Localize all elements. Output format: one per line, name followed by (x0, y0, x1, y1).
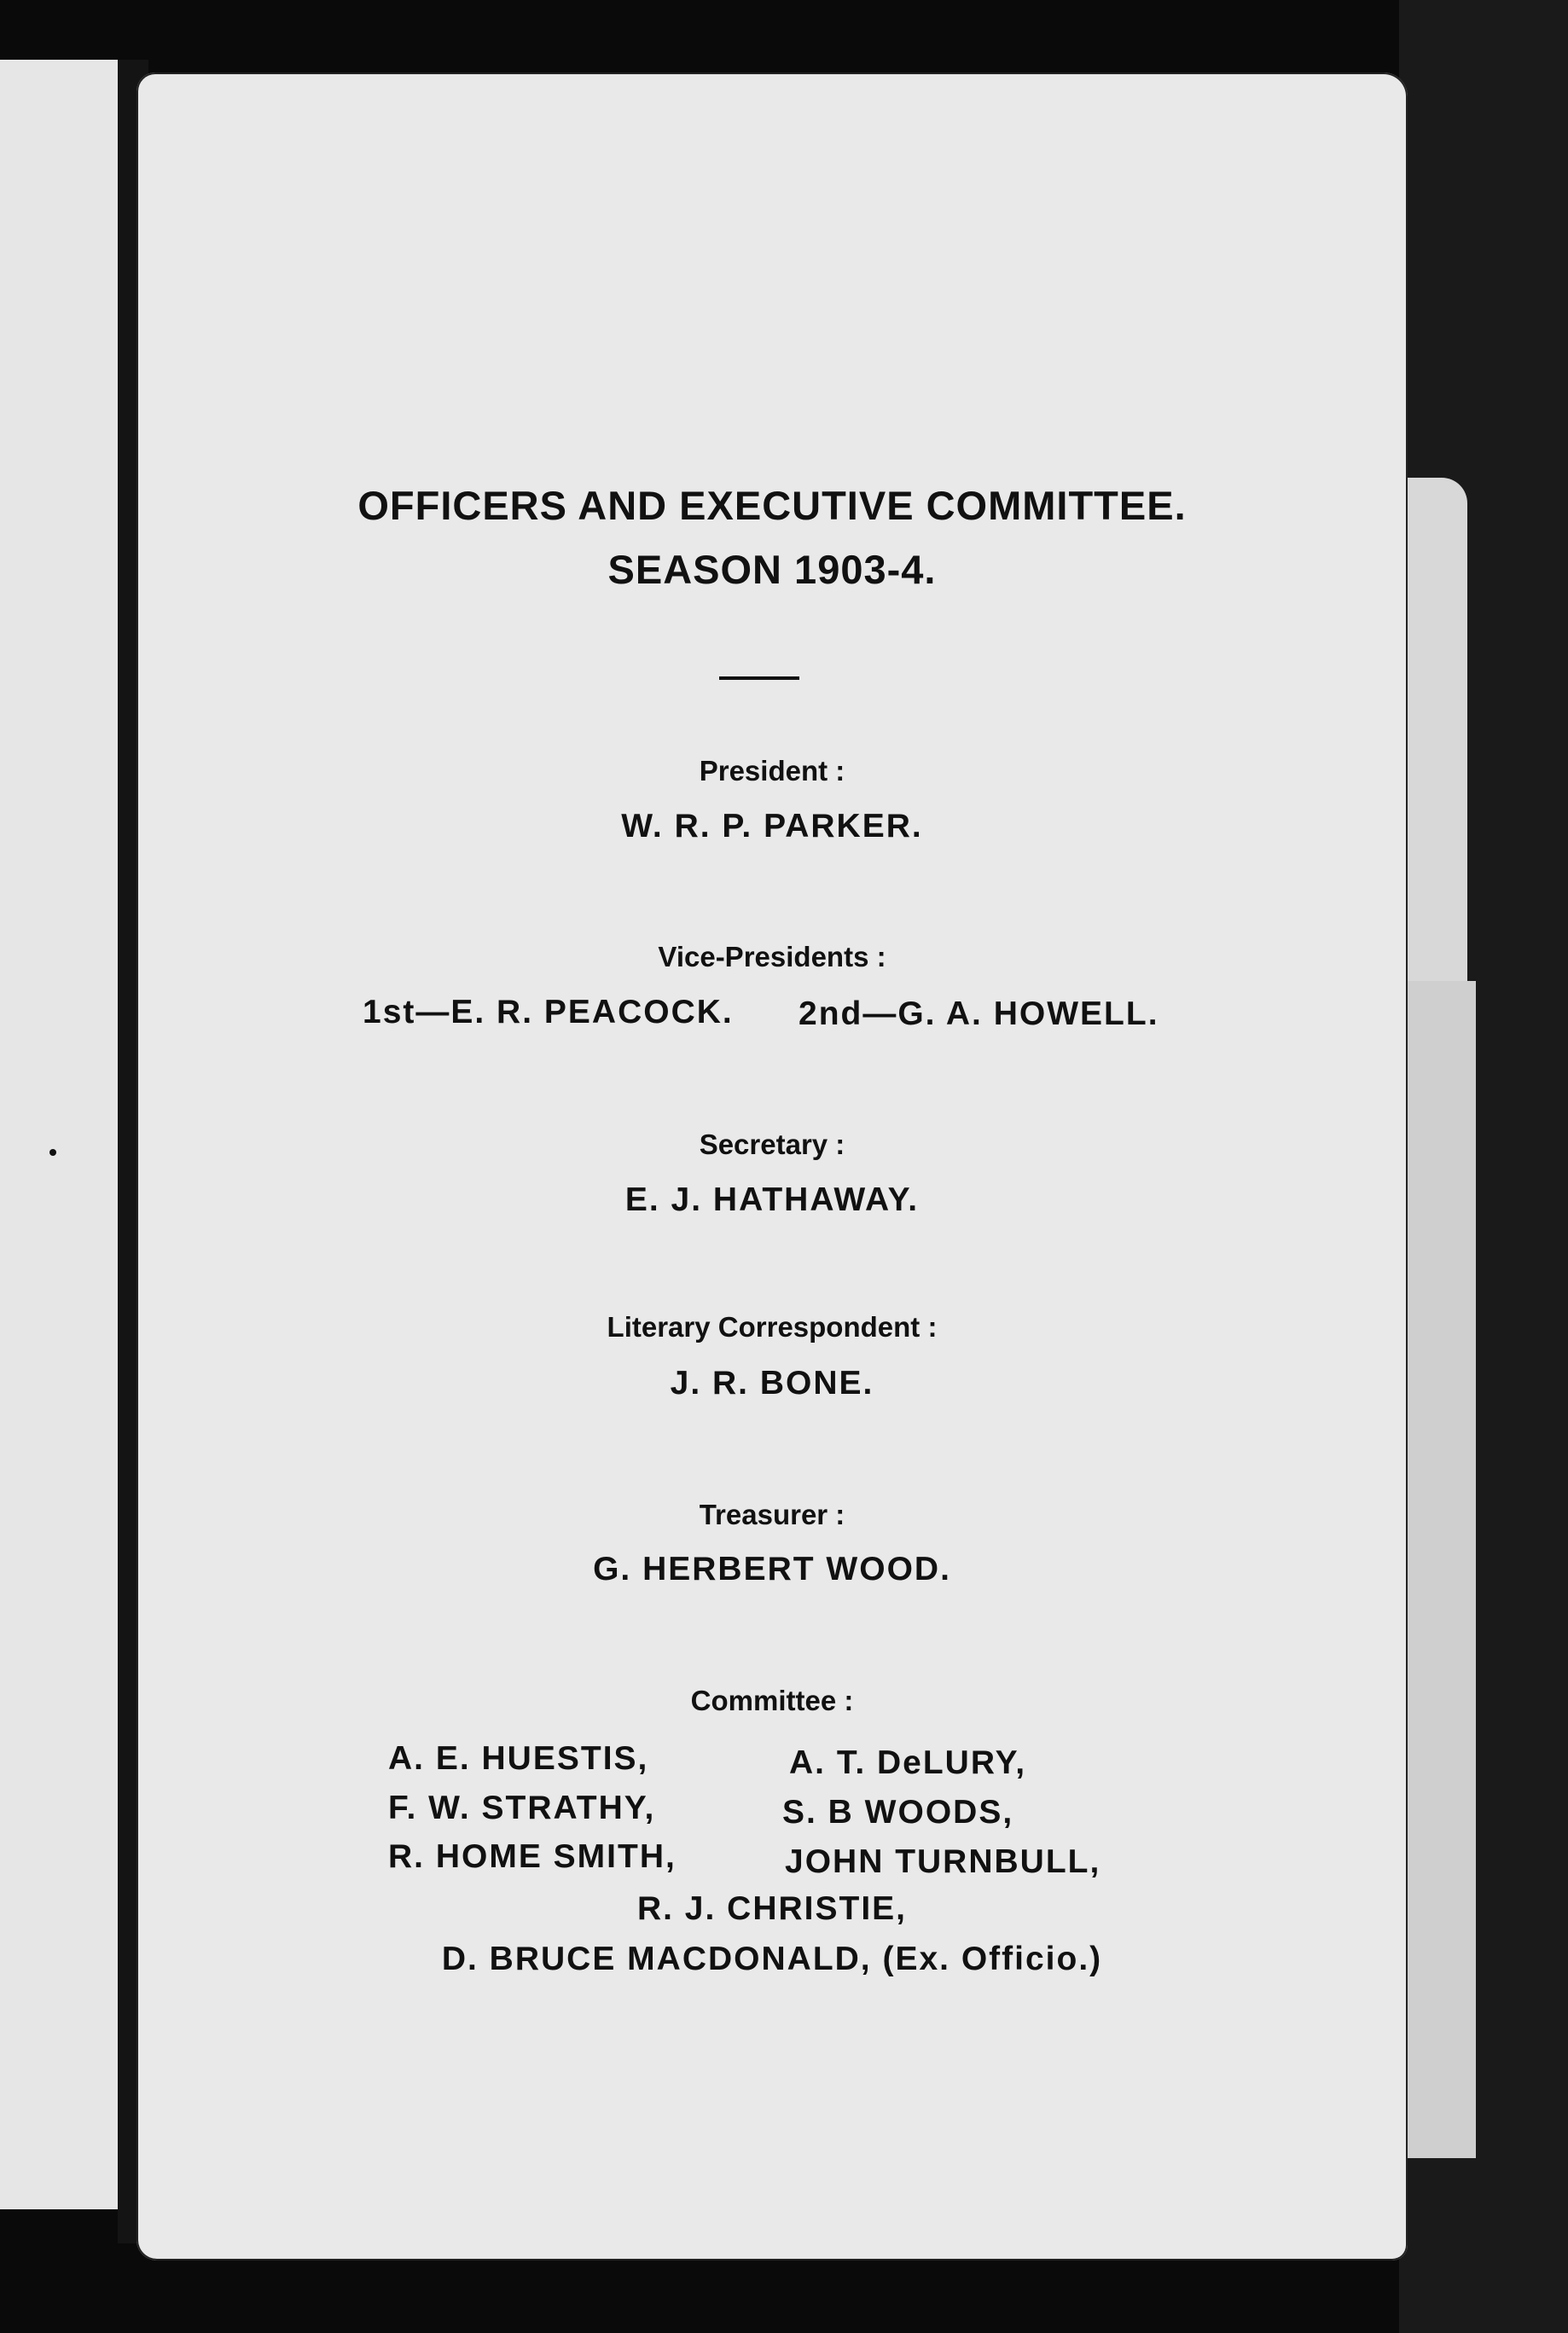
divider (719, 676, 799, 680)
treasurer-name: G. HERBERT WOOD. (593, 1551, 951, 1587)
page-edge-lower (1408, 981, 1476, 2158)
committee-label: Committee : (690, 1685, 854, 1716)
document-page (136, 73, 1408, 2260)
document-title: OFFICERS AND EXECUTIVE COMMITTEE. (357, 483, 1187, 528)
committee-member: F. W. STRATHY, (388, 1790, 656, 1826)
literary-correspondent-name: J. R. BONE. (670, 1365, 874, 1402)
ex-officio-member: D. BRUCE MACDONALD, (Ex. Officio.) (441, 1941, 1103, 1977)
committee-member: R. J. CHRISTIE, (636, 1890, 908, 1927)
season-subtitle: SEASON 1903-4. (607, 547, 937, 592)
vice-presidents-label: Vice-Presidents : (658, 941, 886, 972)
first-vice-president: 1st—E. R. PEACOCK. (363, 994, 734, 1030)
treasurer-label: Treasurer : (699, 1499, 845, 1530)
committee-member: JOHN TURNBULL, (785, 1843, 1101, 1880)
committee-member: S. B WOODS, (782, 1794, 1014, 1831)
literary-correspondent-label: Literary Correspondent : (607, 1311, 938, 1343)
committee-member: A. T. DeLURY, (789, 1744, 1027, 1781)
committee-member: R. HOME SMITH, (388, 1838, 677, 1875)
president-name: W. R. P. PARKER. (621, 808, 923, 844)
committee-member: A. E. HUESTIS, (388, 1740, 649, 1777)
secretary-name: E. J. HATHAWAY. (624, 1181, 920, 1218)
second-vice-president: 2nd—G. A. HOWELL. (799, 995, 1159, 1032)
facing-page (0, 60, 126, 2209)
secretary-label: Secretary : (699, 1129, 845, 1160)
president-label: President : (699, 755, 845, 786)
